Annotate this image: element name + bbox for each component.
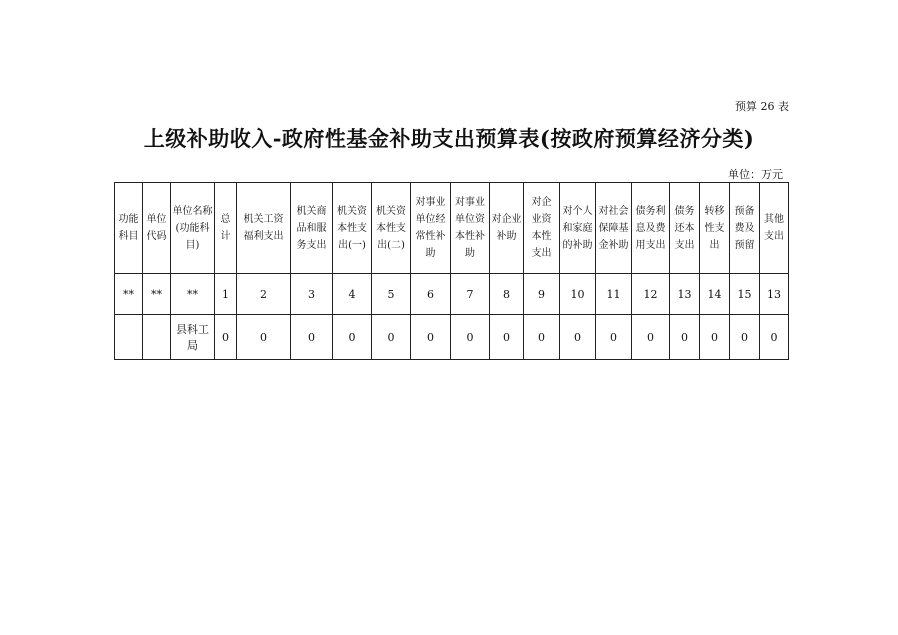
data-cell: 0 [490,315,524,360]
header-cell: 对社会 保障基 金补助 [596,183,632,274]
code-cell: 1 [215,274,237,315]
code-cell: 2 [237,274,291,315]
code-cell: 14 [700,274,730,315]
unit-label: 单位：万元 [728,168,783,181]
data-cell: 0 [760,315,789,360]
header-cell: 单位名称 (功能科 目) [171,183,215,274]
column-code-row [115,274,789,315]
data-cell: 0 [596,315,632,360]
budget-table [114,182,789,360]
data-cell: 0 [411,315,451,360]
header-cell: 对企业 补助 [490,183,524,274]
data-cell: 0 [632,315,670,360]
code-cell: 13 [670,274,700,315]
data-cell: 0 [524,315,560,360]
code-cell: 7 [451,274,490,315]
data-cell: 0 [215,315,237,360]
code-cell: ** [171,274,215,315]
header-cell: 机关商 品和服 务支出 [291,183,333,274]
code-cell: 6 [411,274,451,315]
header-row [115,183,789,274]
header-cell: 对事业 单位资 本性补 助 [451,183,490,274]
header-cell: 对事业 单位经 常性补 助 [411,183,451,274]
data-cell [115,315,143,360]
header-cell: 总 计 [215,183,237,274]
data-cell: 0 [237,315,291,360]
header-cell: 债务 还本 支出 [670,183,700,274]
page-title: 上级补助收入-政府性基金补助支出预算表(按政府预算经济分类) [143,126,755,151]
data-cell: 0 [560,315,596,360]
code-cell: 12 [632,274,670,315]
data-cell: 0 [291,315,333,360]
header-cell: 单位 代码 [143,183,171,274]
code-cell: ** [115,274,143,315]
table-row [115,315,789,360]
code-cell: 3 [291,274,333,315]
code-cell: 11 [596,274,632,315]
header-cell: 机关工资 福利支出 [237,183,291,274]
form-number: 预算 26 表 [735,100,789,113]
data-cell [143,315,171,360]
code-cell: 5 [372,274,411,315]
code-cell: ** [143,274,171,315]
code-cell: 4 [333,274,372,315]
code-cell: 10 [560,274,596,315]
header-cell: 其他 支出 [760,183,789,274]
data-cell: 县科工局 [171,315,215,360]
header-cell: 机关资 本性支 出(二) [372,183,411,274]
header-cell: 机关资 本性支 出(一) [333,183,372,274]
data-cell: 0 [451,315,490,360]
code-cell: 9 [524,274,560,315]
data-cell: 0 [730,315,760,360]
header-cell: 功能 科目 [115,183,143,274]
data-cell: 0 [333,315,372,360]
code-cell: 13 [760,274,789,315]
header-cell: 转移 性支 出 [700,183,730,274]
code-cell: 15 [730,274,760,315]
header-cell: 对企 业资 本性 支出 [524,183,560,274]
data-cell: 0 [372,315,411,360]
data-cell: 0 [670,315,700,360]
header-cell: 预备 费及 预留 [730,183,760,274]
data-cell: 0 [700,315,730,360]
header-cell: 对个人 和家庭 的补助 [560,183,596,274]
code-cell: 8 [490,274,524,315]
header-cell: 债务利 息及费 用支出 [632,183,670,274]
